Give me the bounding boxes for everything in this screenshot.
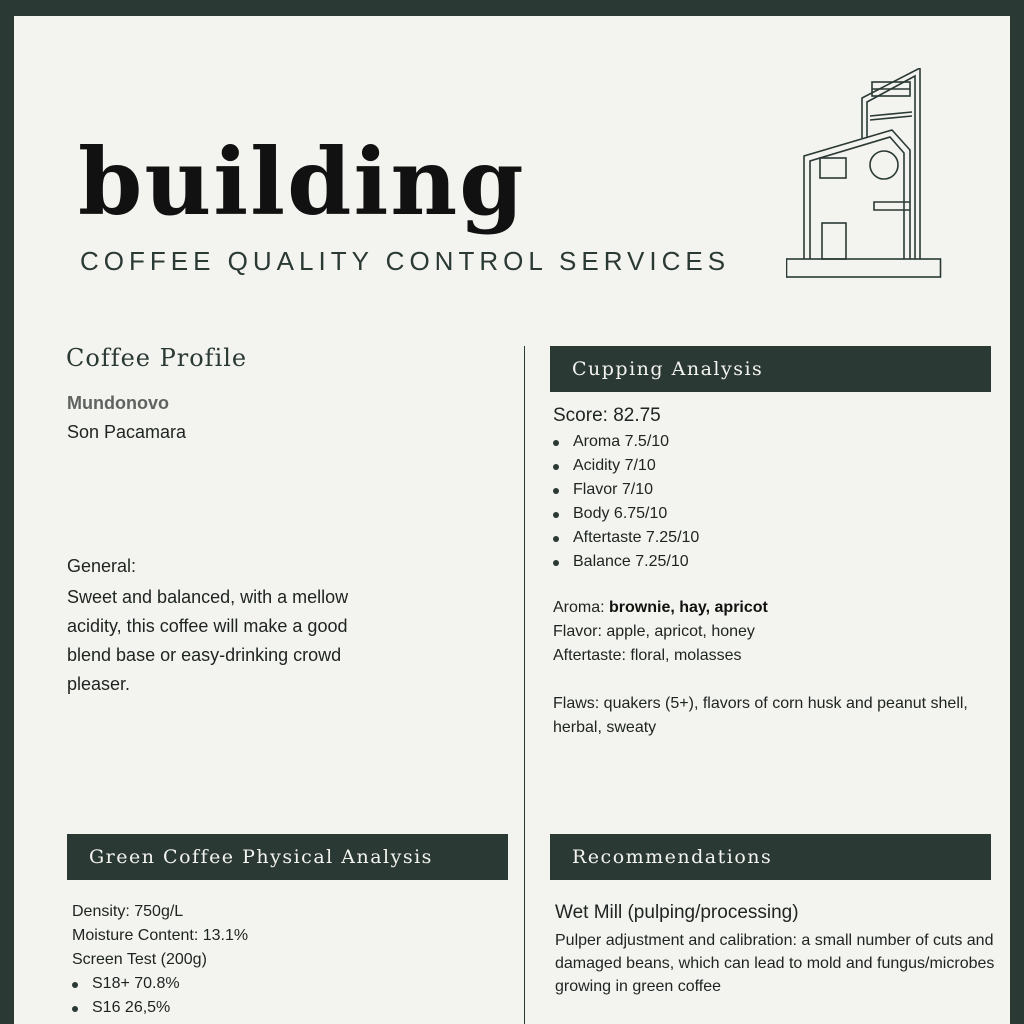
list-item: Aftertaste 7.25/10 (551, 526, 699, 550)
list-item: Balance 7.25/10 (551, 550, 699, 574)
list-item: S18+ 70.8% (70, 972, 180, 996)
cupping-score (553, 405, 661, 427)
general-label: General: (67, 556, 137, 576)
building-line-icon (786, 68, 946, 283)
general-description: Sweet and balanced, with a mellow acidity, this coffee will make a good blend base or easy-drinking crowd pleaser. (67, 587, 349, 694)
brand-wordmark: building (78, 128, 526, 236)
farm-name: Mundonovo (67, 393, 169, 413)
aroma-notes: Aroma: brownie, hay, apricot (553, 599, 768, 616)
list-item: Body 6.75/10 (551, 502, 699, 526)
list-item: Flavor 7/10 (551, 478, 699, 502)
recommendations-heading: Recommendations (550, 834, 991, 880)
recommendation-subheading: Wet Mill (pulping/processing) (555, 902, 799, 923)
physical-analysis-heading: Green Coffee Physical Analysis (67, 834, 508, 880)
cupping-analysis-heading: Cupping Analysis (550, 346, 991, 392)
physical-analysis-details (72, 900, 248, 972)
moisture-value: Moisture Content: 13.1% (72, 927, 249, 944)
list-item: S16 26,5% (70, 996, 180, 1020)
cupping-scores-list (551, 430, 699, 574)
column-divider (524, 346, 525, 1024)
coffee-profile-heading: Coffee Profile (66, 344, 248, 372)
aftertaste-notes: Aftertaste: floral, molasses (553, 647, 742, 664)
tasting-notes (553, 596, 768, 668)
screen-test-label: Screen Test (200g) (72, 951, 207, 968)
list-item: Acidity 7/10 (551, 454, 699, 478)
variety-name: Son Pacamara (67, 422, 187, 442)
score-label: Score: (553, 405, 608, 426)
score-value: 82.75 (613, 405, 661, 426)
flavor-notes: Flavor: apple, apricot, honey (553, 623, 755, 640)
document-page (14, 16, 1010, 1024)
density-value: Density: 750g/L (72, 903, 184, 920)
brand-tagline: COFFEE QUALITY CONTROL SERVICES (80, 246, 731, 276)
list-item: Aroma 7.5/10 (551, 430, 699, 454)
screen-size-list (70, 972, 180, 1020)
recommendation-text: Pulper adjustment and calibration: a small number of cuts and damaged beans, which can lead to mold and fungus/microbes growing in green coffee (555, 932, 995, 995)
flaws-notes: Flaws: quakers (5+), flavors of corn husk and peanut shell, herbal, sweaty (553, 695, 968, 736)
